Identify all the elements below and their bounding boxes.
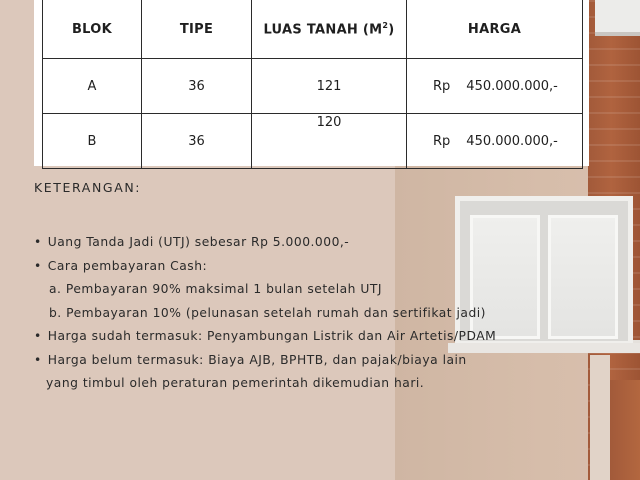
header-blok: BLOK [43,0,142,59]
table-row [43,114,583,169]
notes-title: KETERANGAN: [34,180,142,195]
table-header-row [43,0,583,59]
list-item [34,372,594,396]
bullet-icon: • [34,352,42,367]
note-text: Harga sudah termasuk: Penyambungan Listrik dan Air Artetis/PDAM [47,329,497,343]
note-text: Harga belum termasuk: Biaya AJB, BPHTB, dan pajak/biaya lain [47,352,467,367]
cell-harga-value: 450.000.000,- [466,78,558,94]
header-luas-tanah [252,0,407,59]
cell-tipe: 36 [142,59,252,114]
cell-harga [407,114,583,169]
note-text: yang timbul oleh peraturan pemerintah dikemudian hari. [46,376,425,390]
cell-blok: B [43,114,142,169]
list-item [34,255,594,279]
brick-wall-lower [610,380,640,480]
header-luas-tanah-close: ) [388,22,395,38]
cell-tipe: 36 [142,114,252,169]
notes-section [34,180,594,396]
note-text: b. Pembayaran 10% (pelunasan setelah rumah dan sertifikat jadi) [49,305,486,320]
cell-harga-value: 450.000.000,- [466,133,558,149]
bullet-icon: • [34,235,42,249]
cell-currency: Rp [433,133,451,149]
bullet-icon: • [34,329,42,343]
bullet-icon: • [34,258,42,273]
price-table [42,0,583,169]
header-harga: HARGA [407,0,583,59]
cell-harga [407,59,583,114]
list-item [34,349,594,373]
table-row [43,59,583,114]
list-item [34,325,594,349]
header-tipe: TIPE [142,0,252,59]
cell-luas: 120 [252,114,407,169]
notes-list [34,231,594,396]
note-text: Cara pembayaran Cash: [47,258,208,273]
list-item [34,231,594,255]
list-item [34,278,594,302]
note-text: Uang Tanda Jadi (UTJ) sebesar Rp 5.000.000,- [47,235,350,249]
cell-blok: A [43,59,142,114]
header-luas-tanah-label: LUAS TANAH (M [263,22,383,38]
note-text: a. Pembayaran 90% maksimal 1 bulan setelah UTJ [49,282,382,296]
header-luas-tanah-superscript: 2 [382,20,389,30]
price-table-card [34,0,589,166]
upper-window [595,0,640,36]
cell-luas: 121 [252,59,407,114]
cell-currency: Rp [433,78,451,94]
list-item [34,302,594,326]
